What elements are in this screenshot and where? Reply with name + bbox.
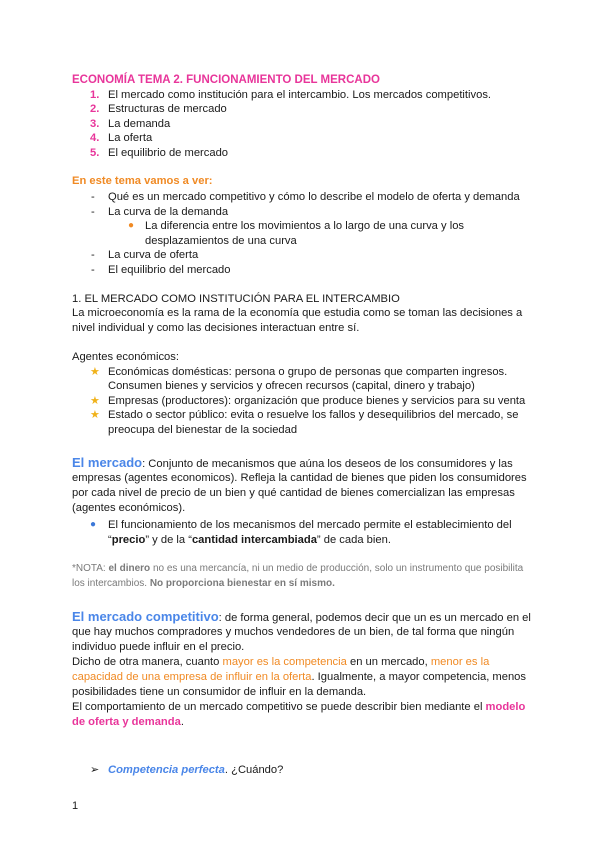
dash-bullet: - (91, 264, 95, 276)
circle-bullet-icon: ● (90, 519, 97, 530)
cantidad-term: cantidad intercambiada (191, 534, 317, 546)
mercado-term: El mercado (72, 455, 143, 470)
mercado-line (72, 456, 513, 472)
intro-subitem: La diferencia entre los movimientos a lo largo de una curva y los (145, 220, 465, 232)
agents-heading: Agentes económicos: (72, 351, 179, 363)
section-text: La microeconomía es la rama de la economía que estudia como se toman las decisiones a (72, 307, 523, 319)
agent-item: preocupa del bienestar de la sociedad (108, 424, 298, 436)
section-text: nivel individual y como las decisiones interactuan entre sí. (72, 322, 360, 334)
intro-item: Qué es un mercado competitivo y cómo lo describe el modelo de oferta y demanda (108, 191, 520, 203)
circle-bullet-icon: ● (128, 220, 135, 231)
nota-line: *NOTA: el dinero no es una mercancía, ni un medio de producción, solo un instrumento que posibilita (72, 563, 524, 574)
agent-item: Económicas domésticas: persona o grupo de personas que comparten ingresos. (108, 366, 508, 378)
toc-item: La oferta (108, 132, 153, 144)
toc-item: La demanda (108, 118, 171, 130)
intro-heading: En este tema vamos a ver: (72, 175, 213, 187)
precio-term: precio (111, 534, 146, 546)
section-heading: 1. EL MERCADO COMO INSTITUCIÓN PARA EL INTERCAMBIO (72, 293, 400, 305)
competitivo-text: de oferta y demanda. (72, 716, 184, 728)
competitivo-text: posibilidades tiene un consumidor de influir en la demanda. (72, 686, 367, 698)
nota-line: los intercambios. No proporciona bienestar en sí mismo. (72, 578, 335, 589)
competitivo-text: Dicho de otra manera, cuanto mayor es la competencia en un mercado, menor es la (72, 656, 490, 668)
mercado-bullet: El funcionamiento de los mecanismos del mercado permite el establecimiento del (108, 519, 512, 531)
intro-item: La curva de la demanda (108, 206, 229, 218)
competitivo-text: El comportamiento de un mercado competitivo se puede describir bien mediante el modelo (72, 701, 526, 713)
competitivo-text: individuo puede influir en el precio. (72, 641, 245, 653)
mercado-bullet-line2: “precio” y de la “cantidad intercambiada” de cada bien. (108, 534, 391, 546)
star-icon: ★ (90, 409, 101, 421)
toc-number: 1. (90, 89, 100, 101)
dash-bullet: - (91, 249, 95, 261)
agent-item: Empresas (productores): organización que produce bienes y servicios para su venta (108, 395, 526, 407)
mercado-definition: : Conjunto de mecanismos que aúna los deseos de los consumidores y las (142, 458, 513, 470)
agent-item: Estado o sector público: evita o resuelve los fallos y desequilibrios del mercado, se (108, 409, 519, 421)
perfecta-term: Competencia perfecta (108, 764, 225, 776)
arrow-bullet-icon: ➢ (90, 764, 100, 776)
toc-number: 3. (90, 118, 100, 130)
page-number: 1 (72, 800, 79, 812)
star-icon: ★ (90, 366, 101, 378)
toc-item: El equilibrio de mercado (108, 147, 229, 159)
mercado-text: (agentes económicos). (72, 502, 186, 514)
document-title: ECONOMÍA TEMA 2. FUNCIONAMIENTO DEL MERCADO (72, 74, 380, 86)
mercado-text: por cada nivel de precio de un bien y qué cantidad de bienes comercializan las empresas (72, 487, 515, 499)
toc-number: 2. (90, 103, 100, 115)
star-icon: ★ (90, 395, 101, 407)
toc-number: 4. (90, 132, 100, 144)
competitivo-text: capacidad de una empresa de influir en la oferta. Igualmente, a mayor competencia, menos (72, 671, 526, 683)
mercado-text: empresas (agentes economicos). Refleja la cantidad de bienes que piden los consumidores (72, 472, 527, 484)
dash-bullet: - (91, 206, 95, 218)
competitivo-term: El mercado competitivo (72, 609, 219, 624)
intro-subitem: desplazamientos de una curva (145, 235, 297, 247)
perfecta-line: Competencia perfecta. ¿Cuándo? (108, 764, 284, 776)
intro-item: La curva de oferta (108, 249, 199, 261)
toc-number: 5. (90, 147, 100, 159)
competitivo-text: que hay muchos compradores y muchos vendedores de un bien, de tal forma que ningún (72, 626, 515, 638)
intro-item: El equilibrio del mercado (108, 264, 231, 276)
toc-item: El mercado como institución para el intercambio. Los mercados competitivos. (108, 89, 492, 101)
dash-bullet: - (91, 191, 95, 203)
agent-item: Consumen bienes y servicios y ofrecen recursos (capital, dinero y trabajo) (108, 380, 475, 392)
competitivo-line: El mercado competitivo: de forma general, podemos decir que un es un mercado en el (72, 609, 531, 624)
toc-item: Estructuras de mercado (108, 103, 227, 115)
